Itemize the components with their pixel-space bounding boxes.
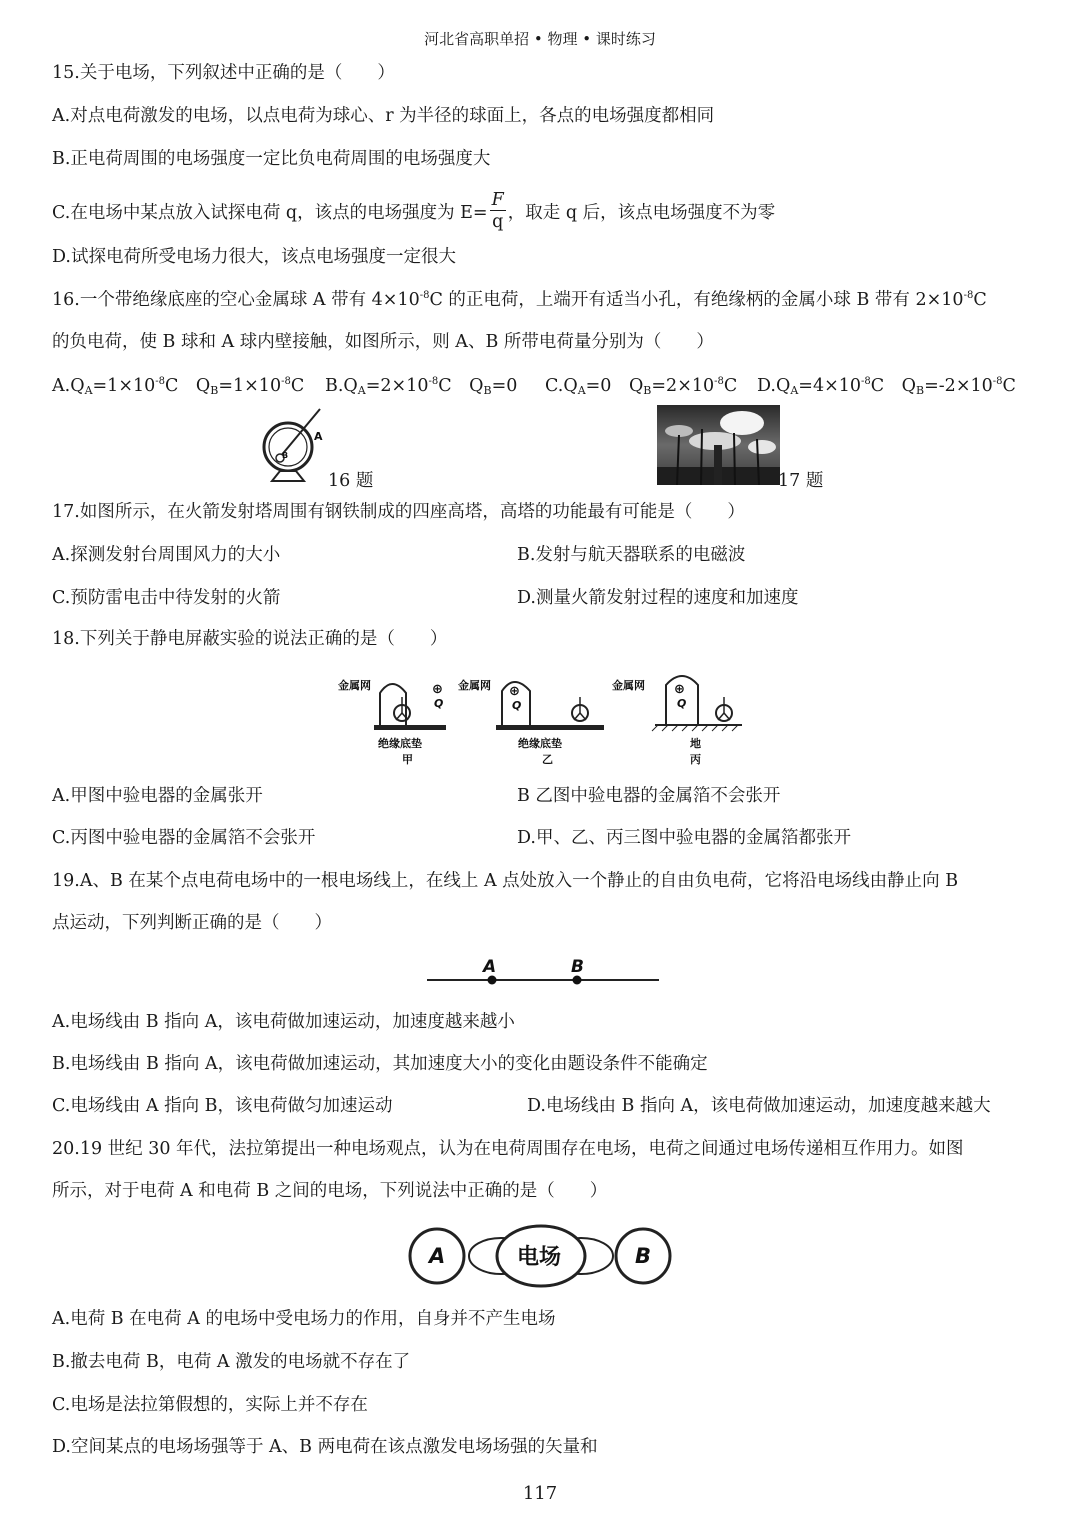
- exponent: -8: [992, 376, 1003, 387]
- subscript: B: [916, 384, 925, 397]
- q18-shielding-figure: [330, 665, 750, 775]
- page-header: 河北省高职单招 • 物理 • 课时练习: [424, 30, 656, 48]
- opt-text: =0 Q: [585, 376, 644, 396]
- q16-line-2: 的负电荷，使 B 球和 A 球内壁接触，如图所示，则 A、B 所带电荷量分别为（ ）: [52, 332, 714, 352]
- net-label: 金属网: [338, 679, 371, 692]
- q15-option-c-pre: C.在电场中某点放入试探电荷 q，该点的电场强度为 E=: [52, 203, 488, 223]
- q20-option-a: A.电荷 B 在电荷 A 的电场中受电场力的作用，自身并不产生电场: [52, 1309, 556, 1329]
- q17-launch-tower-photo: [657, 405, 780, 485]
- foil-icon: [724, 713, 730, 720]
- label-b: B: [571, 957, 584, 977]
- label-a: A: [314, 430, 323, 443]
- opt-text: =1×10: [92, 376, 156, 396]
- q16-sphere-figure: [258, 405, 338, 487]
- opt-text: B.Q: [325, 376, 358, 396]
- fraction-numerator: F: [491, 190, 504, 210]
- opt-text: C.Q: [545, 376, 578, 396]
- q18-option-a: A.甲图中验电器的金属张开: [52, 786, 263, 806]
- figure-jia-label: 甲: [402, 753, 413, 766]
- q19-line-2: 点运动，下列判断正确的是（ ）: [52, 913, 332, 933]
- foil-icon: [718, 713, 724, 720]
- cloud-icon: [720, 411, 764, 435]
- q16-text: 16.一个带绝缘底座的空心金属球 A 带有 4×10: [52, 290, 420, 310]
- base-label: 地: [690, 737, 701, 750]
- q20-option-b: B.撤去电荷 B，电荷 A 激发的电场就不存在了: [52, 1352, 411, 1372]
- q20-line-1: 20.19 世纪 30 年代，法拉第提出一种电场观点，认为在电荷周围存在电场，电荷之间通过电场传递相互作用力。如图: [52, 1139, 964, 1159]
- label-a: A: [429, 1244, 446, 1268]
- subscript: B: [643, 384, 652, 397]
- q19-option-b: B.电场线由 B 指向 A，该电荷做加速运动，其加速度大小的变化由题设条件不能确定: [52, 1054, 708, 1074]
- q15-option-a: A.对点电荷激发的电场，以点电荷为球心、r 为半径的球面上，各点的电场强度都相同: [52, 106, 715, 126]
- opt-text: D.Q: [757, 376, 791, 396]
- q20-field-diagram: [405, 1215, 673, 1291]
- opt-text: C Q: [438, 376, 484, 396]
- rocket-icon: [714, 445, 722, 485]
- q20-option-c: C.电场是法拉第假想的，实际上并不存在: [52, 1395, 368, 1415]
- q19-option-d: D.电场线由 B 指向 A，该电荷做加速运动，加速度越来越大: [527, 1096, 991, 1116]
- q16-option-d: [757, 375, 1016, 397]
- opt-text: =2×10: [365, 376, 429, 396]
- subscript: B: [210, 384, 219, 397]
- plus-charge-icon: ⊕: [509, 684, 520, 699]
- opt-text: C Q: [870, 376, 917, 396]
- foil-icon: [574, 713, 580, 720]
- subscript: A: [84, 384, 93, 397]
- q17-option-a: A.探测发射台周围风力的大小: [52, 545, 281, 565]
- q15-stem: 15.关于电场，下列叙述中正确的是（ ）: [52, 63, 395, 83]
- label-b: B: [635, 1244, 652, 1268]
- plus-charge-icon: ⊕: [674, 682, 685, 697]
- charge-q: Q: [512, 699, 522, 712]
- q17-figure-caption: 17 题: [778, 471, 824, 491]
- figure-bing-label: 丙: [690, 753, 701, 766]
- field-label: 电场: [517, 1245, 562, 1270]
- q19-line-1: 19.A、B 在某个点电荷电场中的一根电场线上，在线上 A 点处放入一个静止的自由负电荷，它将沿电场线由静止向 B: [52, 871, 959, 891]
- insulated-stand: [272, 471, 304, 481]
- tower-icon: [734, 433, 735, 485]
- q16-option-a: [52, 375, 304, 397]
- opt-text: =-2×10: [924, 376, 993, 396]
- q15-option-c-post: ，取走 q 后，该点电场强度不为零: [507, 203, 776, 223]
- q16-option-c: [545, 375, 737, 397]
- subscript: A: [577, 384, 586, 397]
- net-label: 金属网: [612, 679, 645, 692]
- formula-fraction: [490, 190, 506, 233]
- exponent: -8: [419, 290, 430, 301]
- net-label: 金属网: [458, 679, 491, 692]
- q17-stem: 17.如图所示，在火箭发射塔周围有钢铁制成的四座高塔，高塔的功能最有可能是（ ）: [52, 502, 745, 522]
- q19-field-line-figure: [425, 950, 661, 990]
- q18-stem: 18.下列关于静电屏蔽实验的说法正确的是（ ）: [52, 629, 448, 649]
- q17-option-c: C.预防雷电击中待发射的火箭: [52, 588, 281, 608]
- page-number: 117: [522, 1483, 558, 1504]
- opt-text: C: [290, 376, 305, 396]
- fraction-denominator: q: [492, 212, 504, 232]
- opt-text: A.Q: [52, 376, 85, 396]
- tower-icon: [701, 429, 702, 485]
- exponent: -8: [281, 376, 291, 387]
- q16-text: C: [973, 290, 987, 310]
- exponent: -8: [714, 376, 724, 387]
- q20-line-2: 所示，对于电荷 A 和电荷 B 之间的电场，下列说法中正确的是（ ）: [52, 1181, 608, 1201]
- subscript: A: [357, 384, 366, 397]
- exponent: -8: [155, 376, 165, 387]
- plus-charge-icon: ⊕: [432, 682, 443, 697]
- cloud-icon: [748, 440, 776, 454]
- opt-text: C: [1002, 376, 1016, 396]
- q15-option-d: D.试探电荷所受电场力很大，该点电场强度一定很大: [52, 247, 456, 267]
- q16-line-1: [52, 289, 987, 311]
- opt-text: =1×10: [218, 376, 282, 396]
- insulated-pad: [496, 725, 604, 730]
- base-label: 绝缘底垫: [378, 737, 422, 750]
- q20-option-d: D.空间某点的电场场强等于 A、B 两电荷在该点激发电场场强的矢量和: [52, 1437, 598, 1457]
- q15-option-c: [52, 192, 775, 235]
- q15-option-b: B.正电荷周围的电场强度一定比负电荷周围的电场强度大: [52, 149, 491, 169]
- q18-option-b: B 乙图中验电器的金属箔不会张开: [517, 786, 781, 806]
- foil-icon: [580, 713, 586, 720]
- q18-option-c: C.丙图中验电器的金属箔不会张开: [52, 828, 316, 848]
- subscript: B: [483, 384, 492, 397]
- q16-figure-caption: 16 题: [328, 471, 374, 491]
- opt-text: =0: [491, 376, 518, 396]
- opt-text: =4×10: [798, 376, 862, 396]
- q19-option-c: C.电场线由 A 指向 B，该电荷做匀加速运动: [52, 1096, 393, 1116]
- exponent: -8: [861, 376, 871, 387]
- exponent: -8: [963, 290, 974, 301]
- opt-text: C Q: [165, 376, 211, 396]
- insulated-pad: [374, 725, 446, 730]
- q19-option-a: A.电场线由 B 指向 A，该电荷做加速运动，加速度越来越小: [52, 1012, 515, 1032]
- charge-q: Q: [677, 697, 687, 710]
- base-label: 绝缘底垫: [518, 737, 562, 750]
- label-a: A: [483, 957, 497, 977]
- opt-text: C: [723, 376, 738, 396]
- q17-option-b: B.发射与航天器联系的电磁波: [517, 545, 746, 565]
- charge-q: Q: [434, 697, 444, 710]
- q18-option-d: D.甲、乙、丙三图中验电器的金属箔都张开: [517, 828, 851, 848]
- subscript: A: [790, 384, 799, 397]
- figure-yi-label: 乙: [542, 753, 553, 766]
- label-b: B: [282, 451, 289, 460]
- foil-icon: [396, 713, 402, 720]
- q17-option-d: D.测量火箭发射过程的速度和加速度: [517, 588, 799, 608]
- opt-text: =2×10: [651, 376, 715, 396]
- exponent: -8: [428, 376, 439, 387]
- q16-text: C 的正电荷，上端开有适当小孔，有绝缘柄的金属小球 B 带有 2×10: [429, 290, 964, 310]
- q16-option-b: [325, 375, 517, 397]
